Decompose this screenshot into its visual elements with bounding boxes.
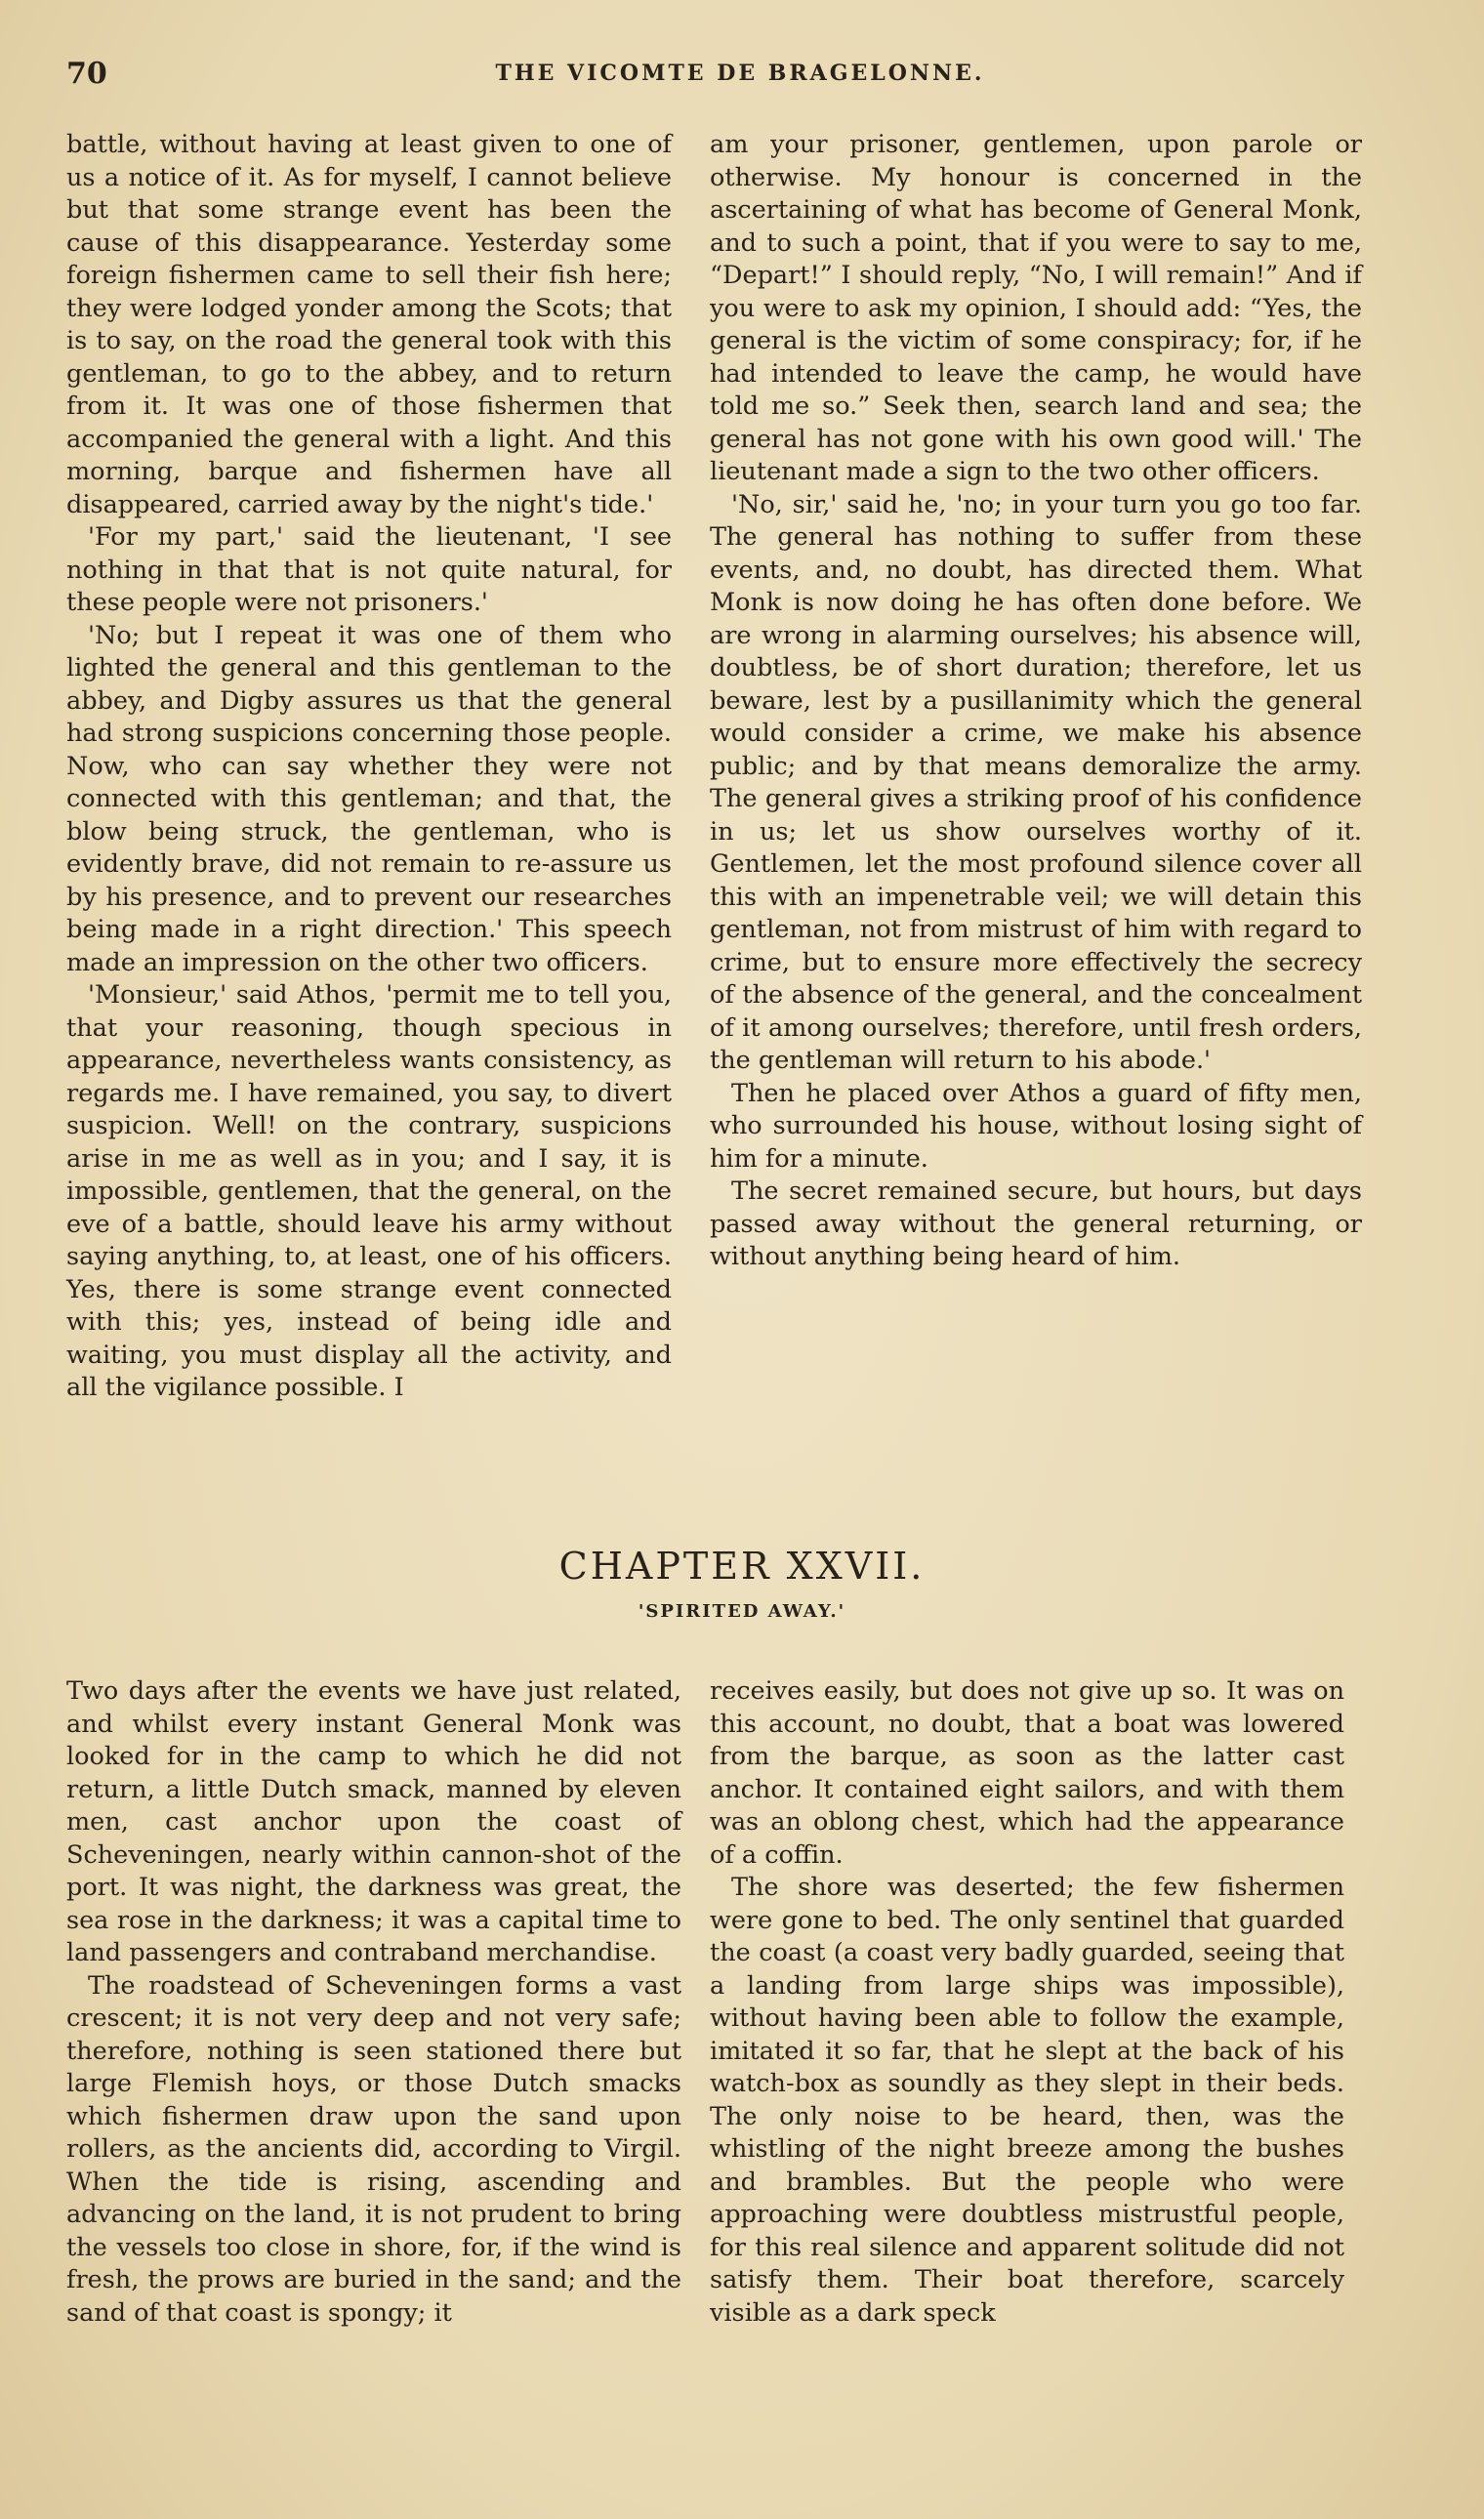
paragraph: am your prisoner, gentlemen, upon parole or otherwise. My honour is concerned in the ascertaining of what has become of General Monk, and to such a point, that if you were to say to me, “Depart!” I should reply, “No, I will remain!” And if you were to ask my opinion, I should add: “Yes, the general is the victim of some conspiracy; for, if he had intended to leave the camp, he would have told me so.” Seek then, search land and sea; the general has not gone with his own good will.' The lieutenant made a sign to the two other officers.: [710, 130, 1362, 486]
page-header: [66, 57, 1414, 96]
paragraph: Two days after the events we have just related, and whilst every instant General Monk was looked for in the camp to which he did not return, a little Dutch smack, manned by eleven men, cast anchor upon the coast of Scheveningen, nearly within cannon-shot of the port. It was night, the darkness was great, the sea rose in the darkness; it was a capital time to land passengers and contraband merchandise.: [66, 1676, 681, 1967]
paragraph: receives easily, but does not give up so. It was on this account, no doubt, that a boat was lowered from the barque, as soon as the latter cast anchor. It contained eight sailors, and with them was an oblong chest, which had the appearance of a coffin.: [710, 1676, 1344, 1870]
paragraph: The secret remained secure, but hours, but days passed away without the general returning, or without anything being heard of him.: [710, 1177, 1362, 1271]
paragraph: 'For my part,' said the lieutenant, 'I see nothing in that that is not quite natural, for these people were not prisoners.': [66, 522, 672, 617]
running-title: THE VICOMTE DE BRAGELONNE.: [495, 61, 985, 86]
page-number: 70: [66, 57, 107, 91]
paragraph: The shore was deserted; the few fishermen were gone to bed. The only sentinel that guarded the coast (a coast very badly guarded, seeing that a landing from large ships was impossible), without having been able to follow the example, imitated it so far, that he slept at the back of his watch-box as soundly as they slept in their beds. The only noise to be heard, then, was the whistling of the night breeze among the bushes and brambles. But the people who were approaching were doubtless mistrustful people, for this real silence and apparent solitude did not satisfy them. Their boat therefore, scarcely visible as a dark speck: [710, 1873, 1344, 2328]
column-top-left: [66, 129, 672, 1405]
column-bottom-right: [710, 1675, 1344, 2330]
chapter-title: CHAPTER XXVII.: [558, 1545, 926, 1588]
chapter-subtitle: 'SPIRITED AWAY.': [638, 1601, 846, 1622]
column-bottom-left: [66, 1675, 681, 2330]
paragraph: Then he placed over Athos a guard of fifty men, who surrounded his house, without losing sight of him for a minute.: [710, 1078, 1362, 1174]
paragraph: 'Monsieur,' said Athos, 'permit me to tell you, that your reasoning, though specious in appearance, nevertheless wants consistency, as regards me. I have remained, you say, to divert suspicion. Well! on the contrary, suspicions arise in me as well as in you; and I say, it is impossible, gentlemen, that the general, on the eve of a battle, should leave his army without saying anything, to, at least, one of his officers. Yes, there is some strange event connected with this; yes, instead of being idle and waiting, you must display all the activity, and all the vigilance possible. I: [66, 980, 672, 1402]
paragraph: 'No; but I repeat it was one of them who lighted the general and this gentleman to the abbey, and Digby assures us that the general had strong suspicions concerning those people. Now, who can say whether they were not connected with this gentleman; and that, the blow being struck, the gentleman, who is evidently brave, did not remain to re-assure us by his presence, and to prevent our researches being made in a right direction.' This speech made an impression on the other two officers.: [66, 620, 672, 977]
paragraph: battle, without having at least given to one of us a notice of it. As for myself, I cannot believe but that some strange event has been the cause of this disappearance. Yesterday some foreign fishermen came to sell their fish here; they were lodged yonder among the Scots; that is to say, on the road the general took with this gentleman, to go to the abbey, and to return from it. It was one of those fishermen that accompanied the general with a light. And this morning, barque and fishermen have all disappeared, carried away by the night's tide.': [66, 130, 672, 519]
paragraph: 'No, sir,' said he, 'no; in your turn you go too far. The general has nothing to suffer from these events, and, no doubt, has directed them. What Monk is now doing he has often done before. We are wrong in alarming ourselves; his absence will, doubtless, be of short duration; therefore, let us beware, lest by a pusillanimity which the general would consider a crime, we make his absence public; and by that means demoralize the army. The general gives a striking proof of his confidence in us; let us show ourselves worthy of it. Gentlemen, let the most profound silence cover all this with an impenetrable veil; we will detain this gentleman, not from mistrust of him with regard to crime, but to ensure more effectively the secrecy of the absence of the general, and the concealment of it among ourselves; therefore, until fresh orders, the gentleman will return to his abode.': [710, 489, 1362, 1075]
column-top-right: [710, 129, 1362, 1274]
paragraph: The roadstead of Scheveningen forms a vast crescent; it is not very deep and not very safe; therefore, nothing is seen stationed there but large Flemish hoys, or those Dutch smacks which fishermen draw upon the sand upon rollers, as the ancients did, according to Virgil. When the tide is rising, ascending and advancing on the land, it is not prudent to bring the vessels too close in shore, for, if the wind is fresh, the prows are buried in the sand; and the sand of that coast is spongy; it: [66, 1970, 681, 2328]
